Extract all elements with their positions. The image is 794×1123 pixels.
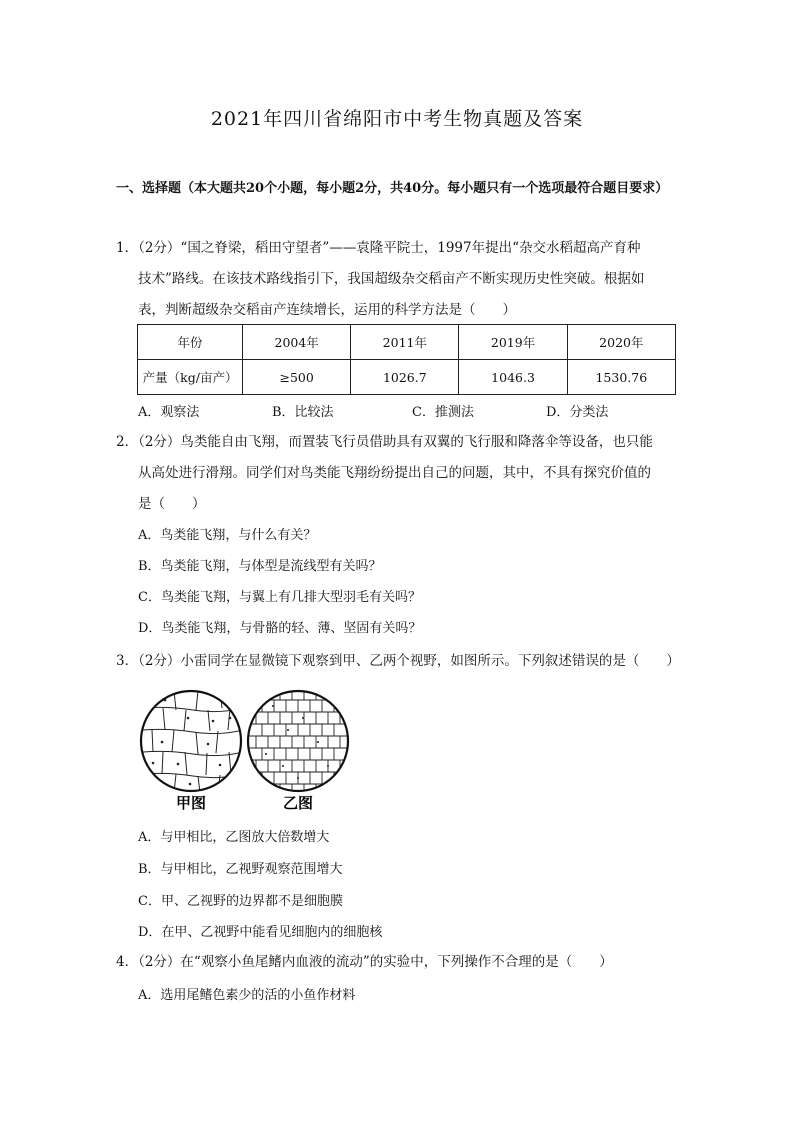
table-cell: 1046.3 <box>459 360 567 395</box>
table-row <box>138 360 676 395</box>
option-c[interactable]: C．鸟类能飞翔，与翼上有几排大型羽毛有关吗？ <box>138 590 421 605</box>
table-header-row <box>138 325 676 360</box>
question-3 <box>116 646 691 677</box>
table-cell: 产量（kg/亩产） <box>138 360 243 395</box>
option-d[interactable]: D．分类法 <box>546 405 609 420</box>
option-b[interactable]: B．鸟类能飞翔，与体型是流线型有关吗？ <box>138 559 382 574</box>
option-a[interactable]: A．选用尾鳍色素少的活的小鱼作材料 <box>138 988 356 1003</box>
question-text-line: 技术”路线。在该技术路线指引下，我国超级杂交稻亩产不断实现历史性突破。根据如 <box>138 271 645 287</box>
option-b[interactable]: B．比较法 <box>272 405 334 420</box>
option-a[interactable]: A．观察法 <box>138 405 200 420</box>
question-text-line: 是（ ） <box>138 496 206 512</box>
option-c[interactable]: C．推测法 <box>412 405 474 420</box>
question-text-line: 从高处进行滑翔。同学们对鸟类能飞翔纷纷提出自己的问题，其中，不具有探究价值的 <box>138 465 651 481</box>
figure-label-jia: 甲图 <box>175 794 207 812</box>
table-cell: 2011年 <box>351 325 459 360</box>
table-cell: 年份 <box>138 325 243 360</box>
table-cell: 1530.76 <box>567 360 675 395</box>
option-d[interactable]: D．鸟类能飞翔，与骨骼的轻、薄、坚固有关吗？ <box>138 621 422 636</box>
section-heading: 一、选择题（本大题共20个小题，每小题2分，共40分。每小题只有一个选项最符合题目要求） <box>116 181 669 196</box>
question-text-line: 2．（2分）鸟类能自由飞翔，而置装飞行员借助具有双翼的飞行服和降落伞等设备，也只能 <box>116 434 653 450</box>
microscope-figure <box>138 688 352 812</box>
option-b[interactable]: B．与甲相比，乙视野观察范围增大 <box>138 862 343 877</box>
question-text-line: 3．（2分）小雷同学在显微镜下观察到甲、乙两个视野，如图所示。下列叙述错误的是（ ） <box>116 653 680 669</box>
question-text-line: 表，判断超级杂交稻亩产连续增长，运用的科学方法是（ ） <box>138 302 516 318</box>
yield-table <box>137 324 676 395</box>
question-4 <box>116 947 691 978</box>
table-cell: 2020年 <box>567 325 675 360</box>
question-text-line: 1．（2分）“国之脊梁，稻田守望者”——袁隆平院士，1997年提出“杂交水稻超高产育种 <box>116 240 641 256</box>
question-2 <box>116 427 691 520</box>
microscope-views-illustration <box>138 688 352 812</box>
page-title: 2021年四川省绵阳市中考生物真题及答案 <box>210 108 584 130</box>
table-cell: ≥500 <box>243 360 351 395</box>
table-cell: 1026.7 <box>351 360 459 395</box>
option-c[interactable]: C．甲、乙视野的边界都不是细胞膜 <box>138 894 343 909</box>
figure-label-yi: 乙图 <box>282 794 314 812</box>
table-cell: 2004年 <box>243 325 351 360</box>
option-a[interactable]: A．与甲相比，乙图放大倍数增大 <box>138 830 330 845</box>
question-text-line: 4．（2分）在“观察小鱼尾鳍内血液的流动”的实验中，下列操作不合理的是（ ） <box>116 954 613 970</box>
option-d[interactable]: D．在甲、乙视野中能看见细胞内的细胞核 <box>138 925 383 940</box>
question-1 <box>116 233 691 326</box>
table-cell: 2019年 <box>459 325 567 360</box>
option-a[interactable]: A．鸟类能飞翔，与什么有关？ <box>138 528 317 543</box>
